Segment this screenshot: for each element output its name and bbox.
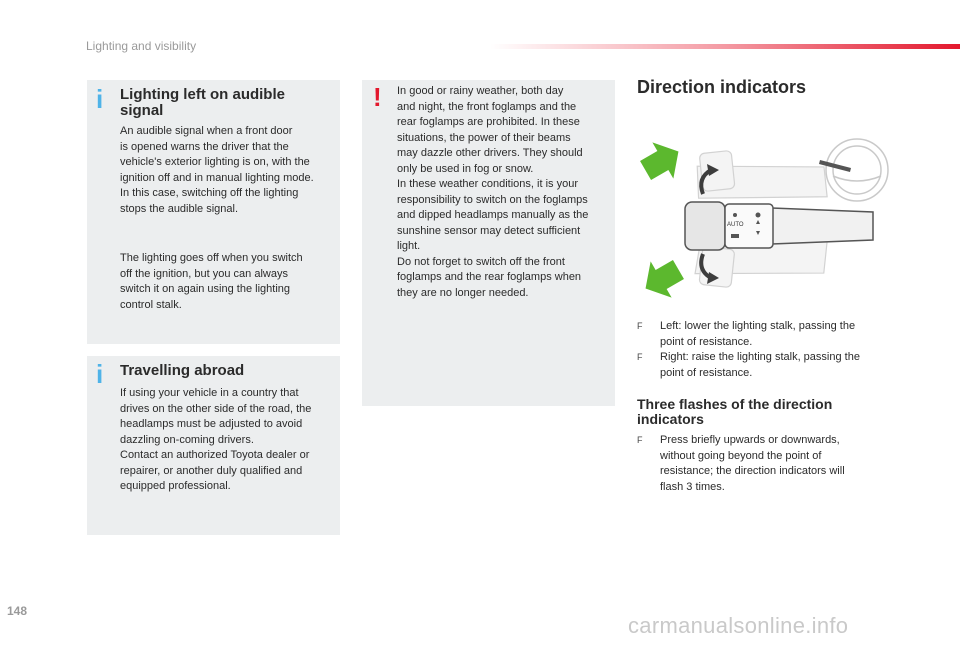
note-title-audible-signal: Lighting left on audible signal xyxy=(120,86,285,119)
stalk-upper-position xyxy=(695,150,827,210)
info-icon: i xyxy=(96,84,104,114)
page-number: 148 xyxy=(7,604,28,618)
green-arrow-right-icon xyxy=(637,133,689,188)
info-icon: i xyxy=(96,359,104,389)
bullet-mark: F xyxy=(637,321,643,331)
subsection-heading-three-flashes: Three flashes of the direction indicators xyxy=(637,396,833,427)
stalk-auto-label: AUTO xyxy=(727,222,744,228)
steering-wheel-icon xyxy=(826,139,888,201)
direction-indicator-bullet-list xyxy=(637,319,897,381)
stalk-main xyxy=(685,202,873,250)
note-paragraph: The lighting goes off when you switch off the ignition, but you can always switch it on again using the lighting control stalk. xyxy=(120,252,303,311)
list-item: F Right: raise the lighting stalk, passing the point of resistance. xyxy=(637,351,860,379)
lighting-stalk-illustration xyxy=(637,130,893,305)
warning-icon: ! xyxy=(373,82,382,112)
bullet-mark: F xyxy=(637,435,643,445)
note-paragraph: An audible signal when a front door is opened warns the driver that the vehicle's exterior lighting is on, with the ignition off and in manual lighting mode. In this case, switching off the lighting stops the audible signal. xyxy=(120,125,314,215)
bullet-mark: F xyxy=(637,352,643,362)
section-title: Lighting and visibility xyxy=(86,39,197,53)
three-flashes-bullet-list xyxy=(637,433,897,495)
watermark: carmanualsonline.info xyxy=(628,613,849,638)
list-item: F Left: lower the lighting stalk, passing the point of resistance. xyxy=(637,320,856,348)
note-title-travelling-abroad: Travelling abroad xyxy=(120,362,245,379)
warning-paragraph: In good or rainy weather, both day and night, the front foglamps and the rear foglamps are prohibited. In these situations, the power of their beams may dazzle other drivers. They should only be used in fog or snow. In these weather conditions, it is your responsibility to switch on the foglamps and dipped headlamps manually as the sunshine sensor may detect sufficient light. Do not forget to switch off the front foglamps and the rear foglamps when they are no longer needed. xyxy=(397,85,589,299)
note-paragraph: If using your vehicle in a country that drives on the other side of the road, the headlamps must be adjusted to avoid dazzling on-coming drivers. Contact an authorized Toyota dealer or repairer, or another duly qualified and equipped professional. xyxy=(120,387,312,492)
list-item: F Press briefly upwards or downwards, without going beyond the point of resistance; the direction indicators will flash 3 times. xyxy=(637,434,845,493)
green-arrow-left-icon xyxy=(637,251,689,305)
header-accent-bar xyxy=(490,44,960,49)
section-heading-direction-indicators: Direction indicators xyxy=(637,77,807,97)
